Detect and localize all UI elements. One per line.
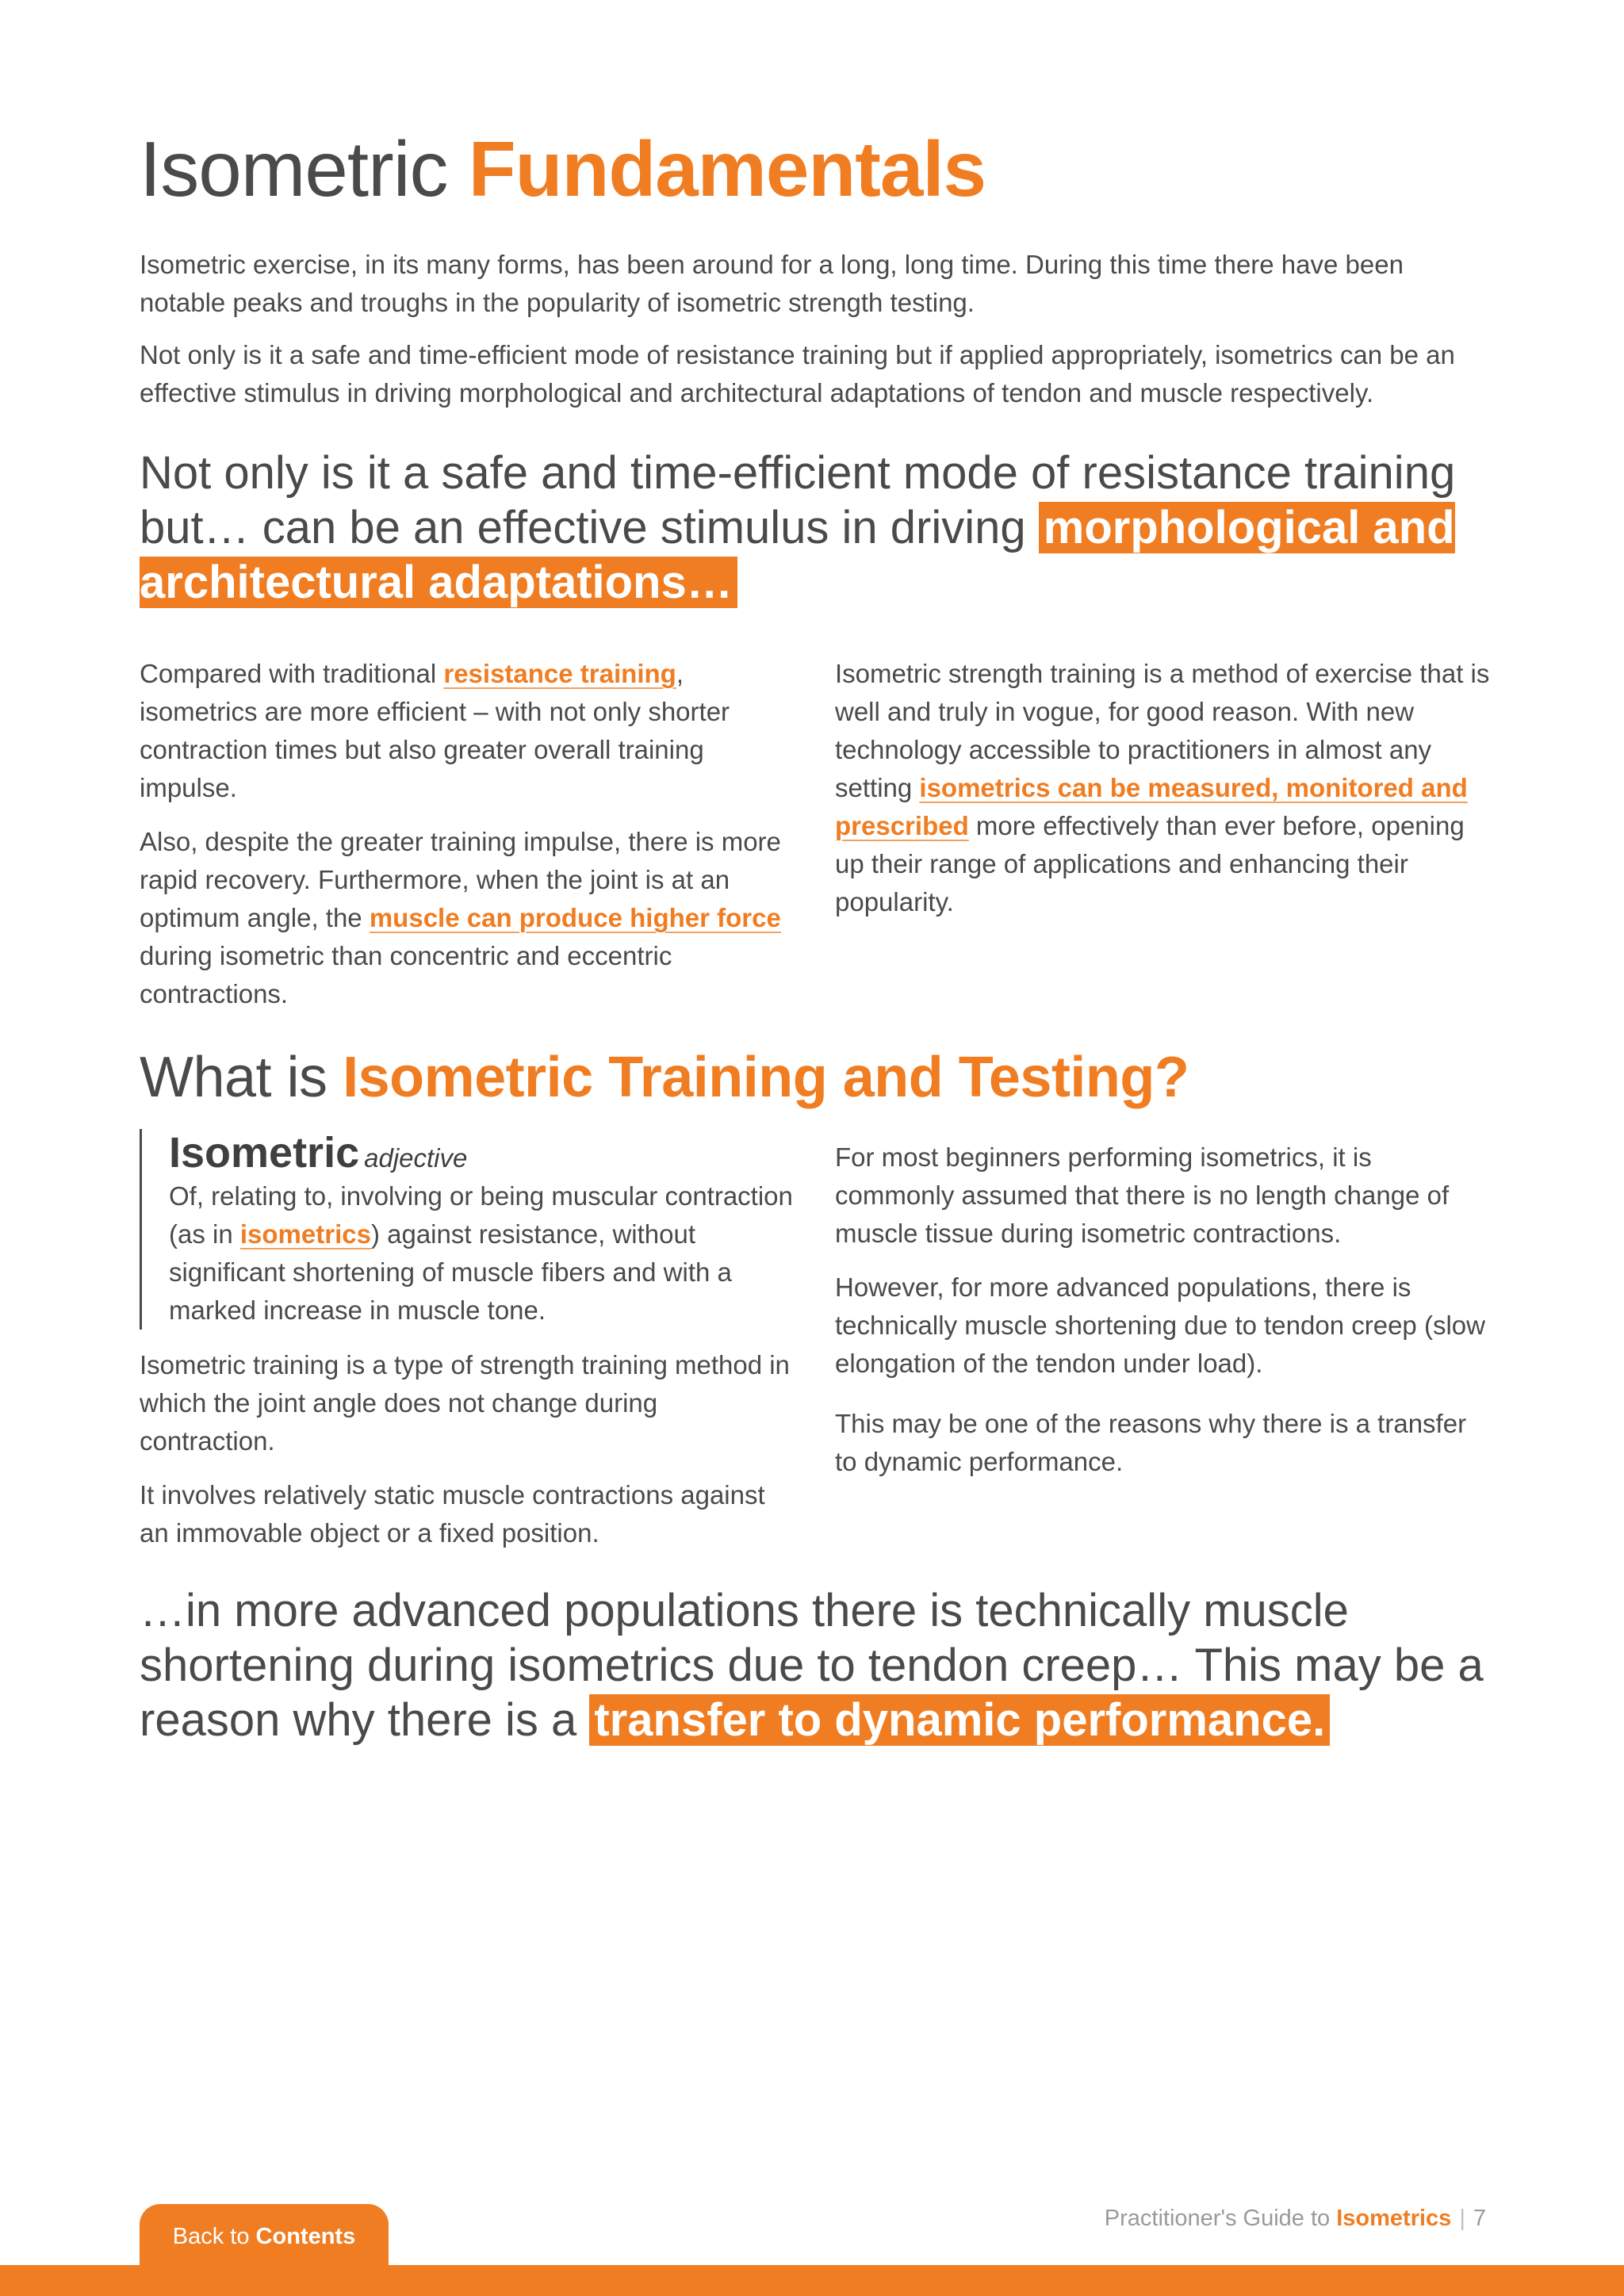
isometrics-link[interactable]: isometrics bbox=[239, 1219, 371, 1249]
left-column-paragraph-1 bbox=[140, 655, 798, 807]
right-column-2 bbox=[835, 1138, 1493, 1497]
back-to-contents-button[interactable] bbox=[140, 2204, 389, 2269]
left-column-paragraph-2 bbox=[140, 823, 798, 1013]
intro-paragraph-2: Not only is it a safe and time-efficient mode of resistance training but if applied appropriately, isometrics can be an effective stimulus in driving morphological and architectural adaptations of tendon and muscle respectively. bbox=[140, 340, 1455, 408]
text-segment: Of, relating to, involving or being muscular contraction (as in bbox=[169, 1181, 793, 1249]
pull-quote-1 bbox=[140, 446, 1488, 610]
left-column-2 bbox=[140, 1346, 798, 1568]
training-definition-paragraph: Isometric training is a type of strength training method in which the joint angle does not change during contraction. bbox=[140, 1350, 790, 1456]
text-segment: more effectively than ever before, opening up their range of applications and enhancing their popularity. bbox=[835, 811, 1465, 916]
footer-bar bbox=[0, 2265, 1624, 2296]
page-title bbox=[140, 127, 986, 212]
advanced-populations-paragraph: However, for more advanced populations, there is technically muscle shortening due to tendon creep (slow elongation of the tendon under load). bbox=[835, 1272, 1485, 1378]
text-segment: , isometrics are more efficient – with not only shorter contraction times but also greater overall training impulse. bbox=[140, 659, 730, 802]
text-segment: Compared with traditional bbox=[140, 659, 444, 688]
definition-text bbox=[169, 1177, 798, 1330]
title-plain: Isometric bbox=[140, 125, 469, 212]
beginners-paragraph: For most beginners performing isometrics, it is commonly assumed that there is no length change of muscle tissue during isometric contractions. bbox=[835, 1142, 1450, 1248]
pull-quote-2-highlight: transfer to dynamic performance. bbox=[589, 1694, 1330, 1746]
pull-quote-2-text: …in more advanced populations there is technically muscle shortening during isometrics due to tendon creep… This may be a reason why there is a bbox=[140, 1585, 1484, 1746]
resistance-training-link[interactable]: resistance training bbox=[443, 659, 676, 688]
intro-paragraph-1: Isometric exercise, in its many forms, has been around for a long, long time. During this time there have been notable peaks and troughs in the popularity of isometric strength testing. bbox=[140, 250, 1404, 317]
right-column-paragraph-1 bbox=[835, 655, 1493, 921]
definition-part-of-speech: adjective bbox=[364, 1143, 468, 1173]
text-segment: during isometric than concentric and eccentric contractions. bbox=[140, 941, 672, 1008]
footer-guide-label bbox=[1105, 2206, 1486, 2232]
back-button-label-bold: Contents bbox=[255, 2224, 356, 2249]
pull-quote-2 bbox=[140, 1583, 1503, 1747]
left-column bbox=[140, 655, 798, 1029]
text-segment: Also, despite the greater training impulse, there is more rapid recovery. Furthermore, when the joint is at an optimum angle, the bbox=[140, 827, 781, 932]
definition-header bbox=[169, 1129, 798, 1177]
measured-monitored-prescribed-link[interactable]: isometrics can be measured, monitored and prescribed bbox=[835, 773, 1468, 840]
guide-title: Practitioner's Guide to bbox=[1104, 2206, 1337, 2231]
back-button-label: Back to bbox=[172, 2224, 256, 2249]
section-heading-plain: What is bbox=[140, 1046, 343, 1109]
pull-quote-1-highlight: morphological and architectural adaptations… bbox=[140, 502, 1455, 608]
pull-quote-1-text: Not only is it a safe and time-efficient mode of resistance training but… can be an effective stimulus in driving bbox=[140, 447, 1456, 553]
footer-separator: | bbox=[1459, 2206, 1465, 2231]
muscle-force-link[interactable]: muscle can produce higher force bbox=[369, 903, 781, 932]
guide-title-bold: Isometrics bbox=[1336, 2206, 1452, 2231]
section-heading bbox=[140, 1045, 1189, 1110]
page-number: 7 bbox=[1473, 2206, 1486, 2231]
transfer-paragraph: This may be one of the reasons why there is a transfer to dynamic performance. bbox=[835, 1409, 1467, 1476]
title-accent: Fundamentals bbox=[468, 125, 986, 212]
static-contraction-paragraph: It involves relatively static muscle contractions against an immovable object or a fixed position. bbox=[140, 1480, 765, 1548]
right-column bbox=[835, 655, 1493, 937]
definition-box bbox=[140, 1129, 798, 1330]
definition-term: Isometric bbox=[169, 1129, 360, 1177]
section-heading-accent: Isometric Training and Testing? bbox=[343, 1046, 1189, 1109]
text-segment: ) against resistance, without significant shortening of muscle fibers and with a marked increase in muscle tone. bbox=[169, 1219, 732, 1325]
text-segment: Isometric strength training is a method of exercise that is well and truly in vogue, for good reason. With new technology accessible to practitioners in almost any setting bbox=[835, 659, 1490, 802]
